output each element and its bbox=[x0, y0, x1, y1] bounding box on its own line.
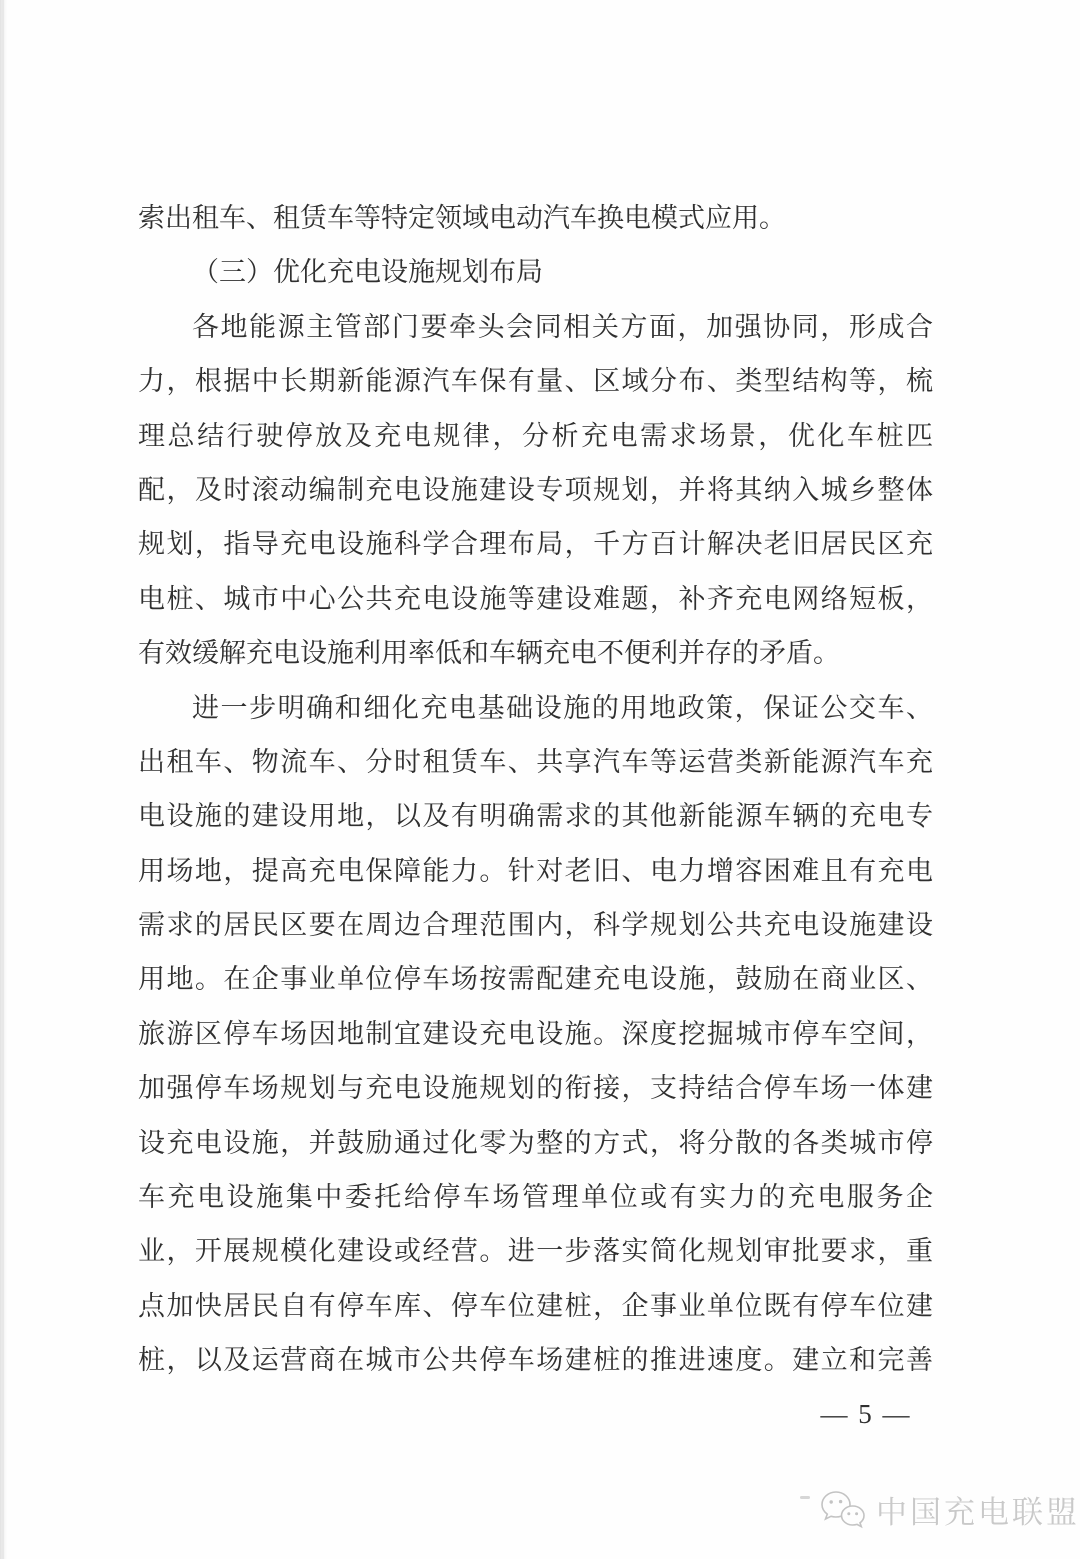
doc-line: 力，根据中长期新能源汽车保有量、区域分布、类型结构等，梳 bbox=[138, 366, 933, 397]
doc-line: 各地能源主管部门要牵头会同相关方面，加强协同，形成合 bbox=[192, 311, 933, 342]
doc-line: 点加快居民自有停车库、停车位建桩，企事业单位既有停车位建 bbox=[138, 1290, 933, 1321]
doc-line: 理总结行驶停放及充电规律，分析充电需求场景，优化车桩匹 bbox=[138, 420, 933, 451]
scan-speck bbox=[800, 1496, 810, 1499]
doc-line: 车充电设施集中委托给停车场管理单位或有实力的充电服务企 bbox=[138, 1182, 933, 1213]
doc-line: 用地。在企事业单位停车场按需配建充电设施，鼓励在商业区、 bbox=[138, 964, 933, 995]
doc-line: 进一步明确和细化充电基础设施的用地政策，保证公交车、 bbox=[192, 692, 933, 723]
doc-line: 有效缓解充电设施利用率低和车辆充电不便利并存的矛盾。 bbox=[138, 638, 840, 669]
watermark-label: 中国充电联盟 bbox=[876, 1494, 1080, 1530]
section-heading: （三）优化充电设施规划布局 bbox=[192, 257, 543, 288]
document-body bbox=[138, 191, 933, 1388]
doc-line: 规划，指导充电设施科学合理布局，千方百计解决老旧居民区充 bbox=[138, 529, 933, 560]
doc-line: 设充电设施，并鼓励通过化零为整的方式，将分散的各类城市停 bbox=[138, 1127, 933, 1158]
doc-line: 需求的居民区要在周边合理范围内，科学规划公共充电设施建设 bbox=[138, 910, 933, 941]
doc-line: 出租车、物流车、分时租赁车、共享汽车等运营类新能源汽车充 bbox=[138, 746, 933, 777]
doc-line: 业，开展规模化建设或经营。进一步落实简化规划审批要求，重 bbox=[138, 1236, 933, 1267]
watermark bbox=[800, 1484, 1080, 1534]
doc-line: 配，及时滚动编制充电设施建设专项规划，并将其纳入城乡整体 bbox=[138, 474, 933, 505]
doc-line: 加强停车场规划与充电设施规划的衔接，支持结合停车场一体建 bbox=[138, 1073, 933, 1104]
doc-line: 电设施的建设用地，以及有明确需求的其他新能源车辆的充电专 bbox=[138, 801, 933, 832]
doc-line: 用场地，提高充电保障能力。针对老旧、电力增容困难且有充电 bbox=[138, 855, 933, 886]
doc-line: 桩，以及运营商在城市公共停车场建桩的推进速度。建立和完善 bbox=[138, 1345, 933, 1376]
page-number: — 5 — bbox=[820, 1399, 912, 1429]
doc-line: 电桩、城市中心公共充电设施等建设难题，补齐充电网络短板， bbox=[138, 583, 933, 614]
wechat-logo-icon bbox=[819, 1490, 867, 1532]
scan-edge-line bbox=[2, 0, 4, 1559]
doc-line: 旅游区停车场因地制宜建设充电设施。深度挖掘城市停车空间， bbox=[138, 1018, 933, 1049]
doc-line: 索出租车、租赁车等特定领域电动汽车换电模式应用。 bbox=[138, 203, 786, 233]
